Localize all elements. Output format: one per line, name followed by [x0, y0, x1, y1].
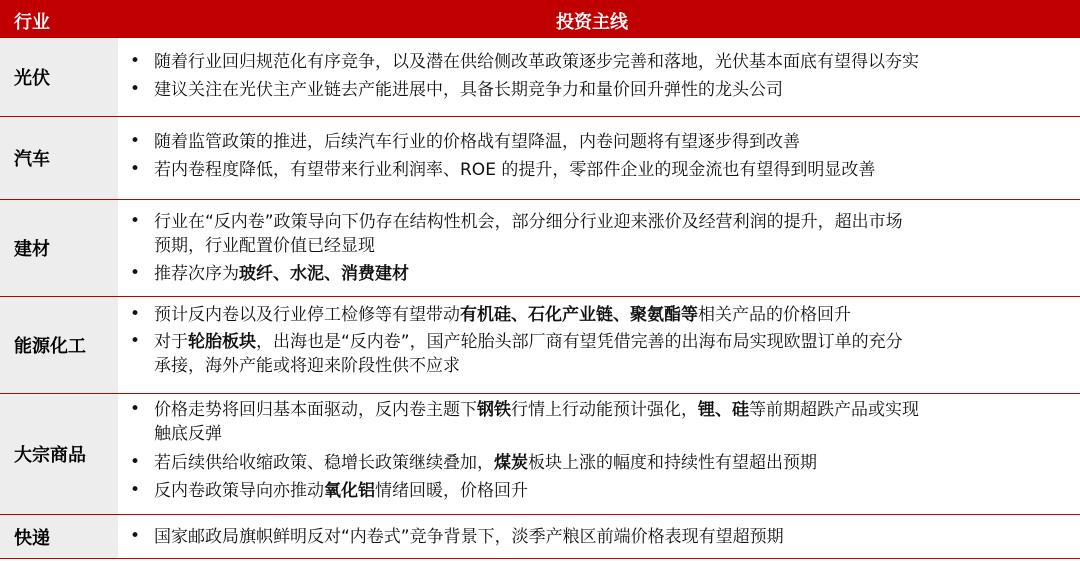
bullet-icon: • — [130, 263, 141, 283]
bullet-text-line — [154, 130, 800, 154]
table-row — [0, 200, 1080, 297]
text-segment: 预期，行业配置价值已经显现 — [154, 236, 375, 256]
text-segment: 国家邮政局旗帜鲜明反对“内卷式”竞争背景下，淡季产粮区前端价格表现有望超预期 — [154, 527, 784, 547]
highlight-text: 锂、硅 — [698, 400, 749, 420]
bullet-text-line — [154, 234, 375, 258]
bullet-icon: • — [130, 131, 141, 151]
text-segment: 行业在“反内卷”政策导向下仍存在结构性机会，部分细分行业迎来涨价及经营利润的提升，超出市场 — [154, 212, 903, 232]
text-segment: 若后续供给收缩政策、稳增长政策继续叠加， — [154, 453, 494, 473]
header-mainline: 投资主线 — [556, 12, 628, 33]
bullet-text-line — [154, 330, 903, 354]
highlight-text: 氧化铝 — [324, 481, 375, 501]
text-segment: 相关产品的价格回升 — [698, 305, 851, 325]
highlight-text: 轮胎板块 — [188, 332, 256, 352]
mainline-cell — [124, 38, 1080, 116]
bullet-text-line — [154, 354, 460, 378]
bullet-icon: • — [130, 79, 141, 99]
text-segment: 若内卷程度降低，有望带来行业利润率、ROE 的提升，零部件企业的现金流也有望得到明显改善 — [154, 160, 876, 180]
text-segment: 推荐次序为 — [154, 264, 239, 284]
text-segment: 随着监管政策的推进，后续汽车行业的价格战有望降温，内卷问题将有望逐步得到改善 — [154, 132, 800, 152]
bullet-text-line — [154, 158, 875, 182]
industry-cell: 光伏 — [0, 38, 118, 116]
table-row — [0, 297, 1080, 394]
text-segment: 价格走势将回归基本面驱动，反内卷主题下 — [154, 400, 477, 420]
mainline-cell — [124, 297, 1080, 393]
industry-cell: 建材 — [0, 200, 118, 296]
bullet-icon: • — [130, 211, 141, 231]
bullet-text-line — [154, 451, 817, 475]
bullet-text-line — [154, 422, 222, 446]
bullet-text-line — [154, 525, 784, 549]
bullet-icon: • — [130, 159, 141, 179]
highlight-text: 煤炭 — [494, 453, 528, 473]
mainline-cell — [124, 394, 1080, 514]
text-segment: 板块上涨的幅度和持续性有望超出预期 — [528, 453, 817, 473]
header-industry: 行业 — [14, 12, 50, 33]
industry-cell: 大宗商品 — [0, 394, 118, 514]
table-row — [0, 394, 1080, 515]
highlight-text: 有机硅、石化产业链、聚氨酯等 — [460, 305, 698, 325]
bullet-icon: • — [130, 452, 141, 472]
text-segment: 触底反弹 — [154, 424, 222, 444]
industry-cell: 快递 — [0, 515, 118, 558]
bullet-text-line — [154, 210, 903, 234]
text-segment: ，出海也是“反内卷”，国产轮胎头部厂商有望凭借完善的出海布局实现欧盟订单的充分 — [256, 332, 903, 352]
highlight-text: 玻纤、水泥、消费建材 — [239, 264, 409, 284]
bullet-icon: • — [130, 526, 141, 546]
bullet-text-line — [154, 398, 919, 422]
text-segment: 情绪回暖，价格回升 — [375, 481, 528, 501]
bullet-icon: • — [130, 51, 141, 71]
bullet-text-line — [154, 262, 409, 286]
table-row — [0, 117, 1080, 200]
bullet-icon: • — [130, 331, 141, 351]
bullet-text-line — [154, 50, 919, 74]
text-segment: 行情上行动能预计强化， — [511, 400, 698, 420]
table-header — [0, 0, 1080, 38]
bullet-icon: • — [130, 304, 141, 324]
bullet-text-line — [154, 303, 851, 327]
bullet-text-line — [154, 78, 783, 102]
industry-cell: 能源化工 — [0, 297, 118, 393]
bullet-icon: • — [130, 480, 141, 500]
text-segment: 对于 — [154, 332, 188, 352]
text-segment: 随着行业回归规范化有序竞争，以及潜在供给侧改革政策逐步完善和落地，光伏基本面底有望得以夯实 — [154, 52, 919, 72]
bullet-icon: • — [130, 399, 141, 419]
bullet-text-line — [154, 479, 528, 503]
table-row — [0, 515, 1080, 559]
text-segment: 建议关注在光伏主产业链去产能进展中，具备长期竞争力和量价回升弹性的龙头公司 — [154, 80, 783, 100]
text-segment: 预计反内卷以及行业停工检修等有望带动 — [154, 305, 460, 325]
highlight-text: 钢铁 — [477, 400, 511, 420]
text-segment: 反内卷政策导向亦推动 — [154, 481, 324, 501]
mainline-cell — [124, 515, 1080, 558]
table-row — [0, 38, 1080, 117]
text-segment: 等前期超跌产品或实现 — [749, 400, 919, 420]
mainline-cell — [124, 200, 1080, 296]
industry-cell: 汽车 — [0, 117, 118, 199]
mainline-cell — [124, 117, 1080, 199]
text-segment: 承接，海外产能或将迎来阶段性供不应求 — [154, 356, 460, 376]
